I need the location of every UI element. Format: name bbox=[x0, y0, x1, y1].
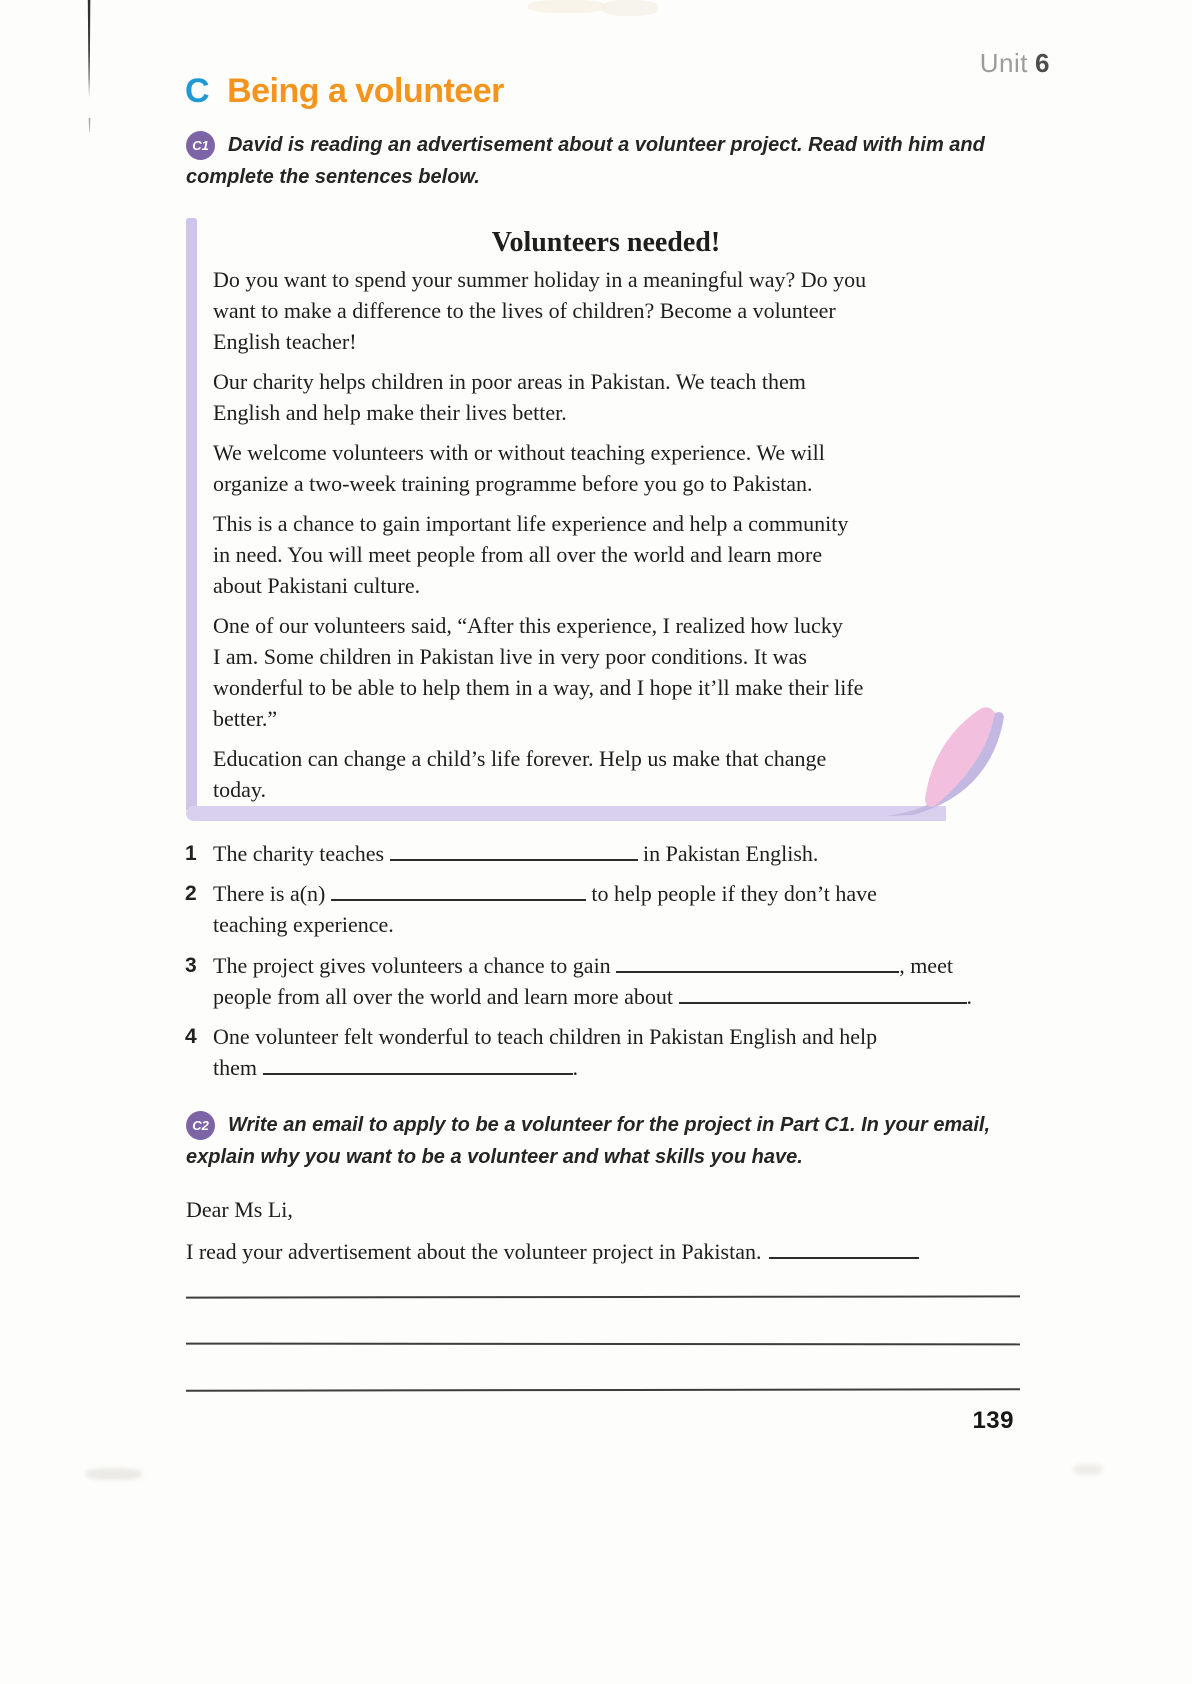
writing-line[interactable] bbox=[186, 1295, 1020, 1298]
question-line bbox=[213, 1021, 877, 1052]
question-text bbox=[213, 950, 972, 1012]
advert-line: wonderful to be able to help them in a way, and I hope it’ll make their life bbox=[213, 675, 864, 700]
advert-paragraph bbox=[213, 437, 999, 499]
question-segment: The project gives volunteers a chance to gain bbox=[213, 953, 617, 978]
scan-smudge bbox=[1073, 1464, 1103, 1475]
advert-line: want to make a difference to the lives of children? Become a volunteer bbox=[213, 298, 836, 323]
c2-instruction-line2: explain why you want to be a volunteer and what skills you have. bbox=[186, 1146, 803, 1168]
answer-blank[interactable] bbox=[616, 956, 899, 973]
scan-smudge bbox=[528, 0, 606, 13]
question-segment: to help people if they don’t have bbox=[585, 881, 877, 906]
answer-blank[interactable] bbox=[331, 884, 586, 901]
c2-instruction bbox=[186, 1111, 990, 1140]
question-2 bbox=[185, 878, 877, 940]
question-line bbox=[213, 909, 877, 940]
advert-line: organize a two-week training programme before you go to Pakistan. bbox=[213, 471, 813, 496]
advert-line: in need. You will meet people from all over the world and learn more bbox=[213, 542, 823, 567]
question-1 bbox=[185, 838, 818, 869]
question-segment: One volunteer felt wonderful to teach children in Pakistan English and help bbox=[213, 1024, 878, 1049]
advert-paragraph bbox=[213, 508, 999, 601]
advert-line: English and help make their lives better. bbox=[213, 400, 567, 425]
advert-line: English teacher! bbox=[213, 329, 357, 354]
writing-line[interactable] bbox=[186, 1388, 1020, 1391]
question-text bbox=[213, 1021, 877, 1083]
advert-left-border bbox=[186, 218, 197, 810]
question-line bbox=[213, 981, 972, 1012]
page-number: 139 bbox=[972, 1407, 1014, 1434]
question-segment: The charity teaches bbox=[213, 841, 390, 866]
advert-line: This is a chance to gain important life experience and help a community bbox=[213, 511, 849, 536]
question-segment: There is a(n) bbox=[213, 881, 331, 906]
advert-paragraph bbox=[213, 366, 999, 428]
c1-badge: C1 bbox=[186, 131, 215, 160]
advert-line: I am. Some children in Pakistan live in very poor conditions. It was bbox=[213, 644, 807, 669]
advert-paragraph bbox=[213, 743, 999, 805]
binding-mark bbox=[86, 0, 92, 98]
advert-content bbox=[213, 218, 999, 805]
question-line bbox=[213, 838, 818, 869]
question-segment: . bbox=[572, 1055, 578, 1080]
answer-blank[interactable] bbox=[769, 1242, 919, 1259]
advert-bottom-border bbox=[186, 806, 946, 821]
email-salutation: Dear Ms Li, bbox=[186, 1197, 293, 1222]
scan-smudge bbox=[602, 0, 658, 16]
question-number: 4 bbox=[185, 1025, 197, 1048]
question-segment: in Pakistan English. bbox=[637, 841, 819, 866]
email-opening-text: I read your advertisement about the volunteer project in Pakistan. bbox=[186, 1239, 762, 1264]
question-number: 1 bbox=[185, 842, 197, 865]
email-opening bbox=[186, 1236, 919, 1267]
question-3 bbox=[185, 950, 972, 1012]
answer-blank[interactable] bbox=[390, 844, 638, 861]
advert-line: today. bbox=[213, 777, 266, 802]
answer-blank[interactable] bbox=[263, 1058, 573, 1075]
section-header bbox=[185, 72, 504, 111]
c2-badge: C2 bbox=[186, 1111, 215, 1140]
question-line bbox=[213, 1052, 877, 1083]
unit-label: Unit bbox=[979, 48, 1029, 78]
question-segment: people from all over the world and learn more about bbox=[213, 984, 679, 1009]
advert-line: about Pakistani culture. bbox=[213, 573, 421, 598]
advert-paragraphs bbox=[213, 264, 999, 805]
c1-instruction bbox=[186, 131, 985, 160]
advert-line: Education can change a child’s life forever. Help us make that change bbox=[213, 746, 827, 771]
section-letter: C bbox=[185, 72, 210, 110]
unit-tag bbox=[980, 48, 1050, 79]
c1-instruction-line1: David is reading an advertisement about a volunteer project. Read with him and bbox=[228, 134, 985, 156]
question-segment: , meet bbox=[899, 953, 953, 978]
question-text bbox=[213, 878, 877, 940]
advert-line: Our charity helps children in poor areas in Pakistan. We teach them bbox=[213, 369, 806, 394]
answer-blank[interactable] bbox=[679, 987, 967, 1004]
page-title: Being a volunteer bbox=[227, 72, 504, 110]
advert-paragraph bbox=[213, 264, 999, 357]
advert-title: Volunteers needed! bbox=[491, 227, 721, 258]
question-segment: . bbox=[966, 984, 973, 1009]
question-line bbox=[213, 878, 877, 909]
question-segment: teaching experience. bbox=[213, 912, 394, 937]
question-segment: them bbox=[213, 1055, 263, 1080]
question-number: 3 bbox=[185, 954, 197, 977]
advert-line: One of our volunteers said, “After this experience, I realized how lucky bbox=[213, 613, 843, 638]
advert-line: Do you want to spend your summer holiday in a meaningful way? Do you bbox=[213, 267, 867, 292]
question-line bbox=[213, 950, 972, 981]
advert-box bbox=[186, 218, 1008, 824]
binding-mark bbox=[88, 118, 91, 132]
c2-instruction-line1: Write an email to apply to be a volunteer for the project in Part C1. In your email, bbox=[228, 1114, 991, 1136]
page-curl-decoration bbox=[883, 701, 1008, 826]
question-text bbox=[213, 838, 818, 869]
question-4 bbox=[185, 1021, 877, 1083]
scan-smudge bbox=[86, 1468, 142, 1480]
unit-number: 6 bbox=[1035, 48, 1050, 78]
question-number: 2 bbox=[185, 882, 197, 905]
advert-line: better.” bbox=[213, 706, 278, 731]
c1-instruction-line2: complete the sentences below. bbox=[186, 166, 480, 188]
writing-line[interactable] bbox=[186, 1343, 1020, 1346]
advert-line: We welcome volunteers with or without teaching experience. We will bbox=[213, 440, 825, 465]
advert-paragraph bbox=[213, 610, 999, 734]
